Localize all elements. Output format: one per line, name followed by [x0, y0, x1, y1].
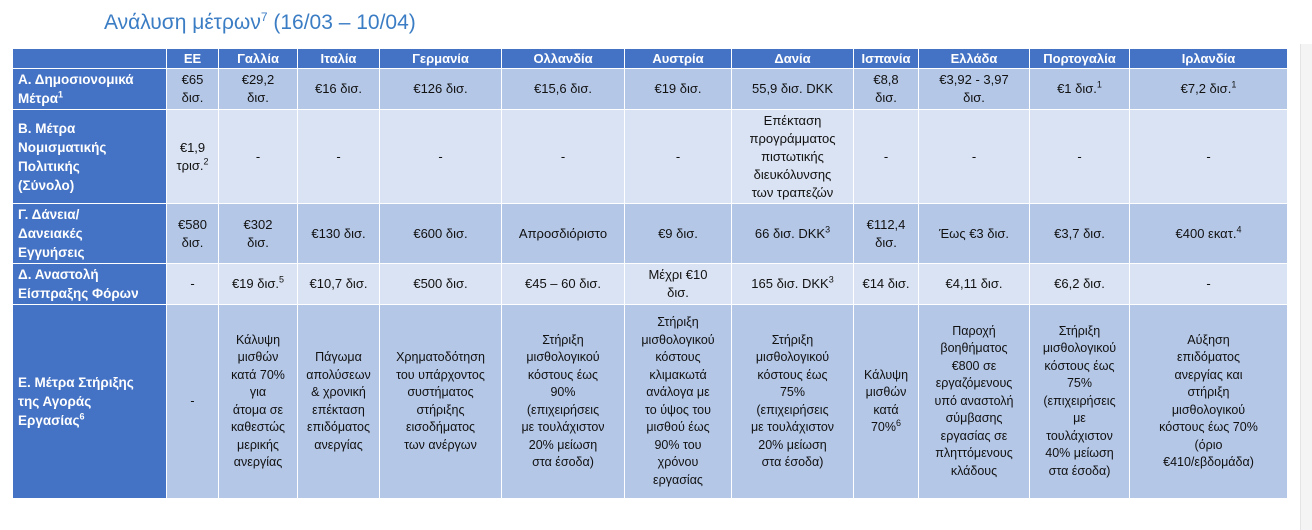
- col-header-italy: Ιταλία: [298, 49, 380, 69]
- table-cell: [732, 264, 854, 305]
- table-cell: [625, 305, 732, 499]
- table-cell: [1130, 264, 1288, 305]
- table-cell: [380, 69, 502, 110]
- row-label-text: Α. Δημοσιονομικά Μέτρα: [18, 72, 134, 106]
- table-cell: [625, 69, 732, 110]
- table-cell: [380, 110, 502, 204]
- table-cell: [919, 305, 1030, 499]
- table-cell: [732, 69, 854, 110]
- table-cell: [502, 305, 625, 499]
- cell-value: €112,4 δισ.: [866, 216, 906, 250]
- table-cell: [219, 110, 298, 204]
- cell-value: Απροσδιόριστο: [518, 225, 608, 241]
- cell-value: 66 δισ. DKK: [754, 225, 826, 241]
- cell-value: €302 δισ.: [243, 216, 273, 250]
- table-cell: [167, 305, 219, 499]
- table-cell: [854, 305, 919, 499]
- cell-value: €1,9 τρισ.: [176, 139, 206, 173]
- table-cell: [380, 264, 502, 305]
- cell-value: Παροχή βοηθήματος €800 σε εργαζόμενους υπό αναστολή σύμβασης εργασίας σε πληττόμενους κλάδους: [934, 323, 1014, 478]
- cell-value: -: [438, 148, 443, 164]
- cell-value: Χρηματοδότηση του υπάρχοντος συστήματος στήριξης εισοδήματος των ανέργων: [396, 350, 485, 452]
- cell-value: €400 εκατ.: [1175, 225, 1237, 241]
- table-cell: [854, 204, 919, 264]
- cell-value: €19 δισ.: [231, 276, 280, 291]
- cell-value: -: [971, 148, 977, 164]
- cell-value: €14 δισ.: [862, 276, 910, 291]
- table-cell: [219, 264, 298, 305]
- table-cell: [167, 110, 219, 204]
- table-cell: [1030, 204, 1130, 264]
- table-cell: [219, 305, 298, 499]
- cell-footnote: 4: [1236, 224, 1242, 235]
- cell-value: Στήριξη μισθολογικού κόστους κλιμακωτά ανάλογα με το ύψος του μισθού έως 90% του χρόνου εργασίας: [641, 315, 715, 487]
- cell-value: €16 δισ.: [314, 81, 363, 96]
- table-cell: [1130, 305, 1288, 499]
- title-footnote: 7: [260, 10, 268, 24]
- table-cell: [1130, 110, 1288, 204]
- table-cell: [167, 204, 219, 264]
- cell-value: -: [1206, 276, 1211, 291]
- col-header-spain: Ισπανία: [854, 49, 919, 69]
- table-row-loans-guarantees: [13, 204, 1288, 264]
- cell-footnote: 1: [1096, 79, 1102, 90]
- cell-value: -: [255, 148, 261, 164]
- cell-value: -: [675, 148, 681, 164]
- table-cell: [298, 204, 380, 264]
- table-cell: [1130, 69, 1288, 110]
- scrollbar[interactable]: [1300, 44, 1312, 530]
- table-cell: [732, 110, 854, 204]
- cell-value: Κάλυψη μισθών κατά 70% για άτομα σε καθεστώς μερικής ανεργίας: [230, 332, 286, 469]
- row-label: [13, 110, 167, 204]
- cell-value: €500 δισ.: [413, 276, 468, 291]
- table-row-labour-market-support: [13, 305, 1288, 499]
- table-cell: [1030, 264, 1130, 305]
- table-cell: [298, 110, 380, 204]
- table-cell: [502, 110, 625, 204]
- cell-value: €9 δισ.: [658, 225, 698, 241]
- table-cell: [219, 204, 298, 264]
- table-row-tax-deferral: [13, 264, 1288, 305]
- cell-footnote: 6: [896, 417, 902, 428]
- table-cell: [380, 305, 502, 499]
- cell-value: €600 δισ.: [413, 225, 468, 241]
- col-header-germany: Γερμανία: [380, 49, 502, 69]
- table-cell: [1030, 110, 1130, 204]
- table-cell: [298, 69, 380, 110]
- row-label-text: Γ. Δάνεια/ Δανειακές Εγγυήσεις: [18, 207, 85, 260]
- table-cell: [919, 264, 1030, 305]
- row-label: [13, 69, 167, 110]
- cell-value: €1 δισ.: [1057, 81, 1097, 96]
- table-cell: [502, 204, 625, 264]
- cell-value: €10,7 δισ.: [309, 276, 368, 291]
- table-cell: [219, 69, 298, 110]
- table-cell: [854, 264, 919, 305]
- header-row: [13, 49, 1288, 69]
- cell-value: Κάλυψη μισθών κατά 70%: [863, 367, 909, 434]
- cell-value: €130 δισ.: [311, 225, 366, 241]
- table-cell: [625, 110, 732, 204]
- cell-value: 165 δισ. DKK: [751, 276, 829, 291]
- cell-footnote: 2: [203, 156, 209, 167]
- table-cell: [625, 264, 732, 305]
- row-label-text: Δ. Αναστολή Είσπραξης Φόρων: [18, 267, 139, 301]
- cell-value: Μέχρι €10 δισ.: [648, 267, 708, 300]
- cell-value: Επέκταση προγράμματος πιστωτικής διευκόλυνσης των τραπεζών: [749, 112, 836, 200]
- header-corner: [13, 49, 167, 69]
- table-cell: [167, 264, 219, 305]
- col-header-greece: Ελλάδα: [919, 49, 1030, 69]
- table-cell: [854, 69, 919, 110]
- table-cell: [502, 264, 625, 305]
- cell-value: Στήριξη μισθολογικού κόστους έως 75% (επιχειρήσεις με τουλάχιστον 40% μείωση στα έσοδα): [1042, 323, 1117, 478]
- cell-value: €4,11 δισ.: [945, 276, 1003, 291]
- cell-value: €126 δισ.: [413, 81, 468, 96]
- cell-value: €19 δισ.: [654, 81, 702, 96]
- table-cell: [854, 110, 919, 204]
- col-header-eu: ΕΕ: [167, 49, 219, 69]
- row-label-text: Ε. Μέτρα Στήριξης της Αγοράς Εργασίας: [18, 375, 134, 428]
- table-row-fiscal-measures: [13, 69, 1288, 110]
- row-label: [13, 305, 167, 499]
- cell-value: Στήριξη μισθολογικού κόστους έως 90% (επιχειρήσεις με τουλάχιστον 20% μείωση στα έσοδα): [521, 332, 605, 469]
- table-cell: [380, 204, 502, 264]
- page-title: [104, 10, 416, 36]
- cell-value: €3,7 δισ.: [1054, 225, 1105, 241]
- cell-footnote: 5: [279, 274, 285, 285]
- table-row-monetary-policy: [13, 110, 1288, 204]
- cell-value: -: [1206, 148, 1211, 164]
- cell-value: €45 – 60 δισ.: [525, 276, 601, 291]
- cell-value: -: [190, 393, 195, 408]
- cell-value: 55,9 δισ. DKK: [751, 81, 833, 96]
- col-header-france: Γαλλία: [219, 49, 298, 69]
- cell-value: -: [190, 276, 195, 291]
- cell-footnote: 3: [825, 224, 831, 235]
- col-header-netherlands: Ολλανδία: [502, 49, 625, 69]
- cell-value: €580 δισ.: [178, 216, 207, 250]
- col-header-denmark: Δανία: [732, 49, 854, 69]
- col-header-portugal: Πορτογαλία: [1030, 49, 1130, 69]
- cell-value: €15,6 δισ.: [534, 81, 592, 96]
- table-cell: [732, 204, 854, 264]
- cell-value: -: [883, 148, 889, 164]
- title-text: Ανάλυση μέτρων: [104, 11, 261, 34]
- cell-value: Αύξηση επιδόματος ανεργίας και στήριξη μισθολογικού κόστους έως 70% (όριο €410/εβδομάδα): [1159, 332, 1258, 469]
- cell-value: €7,2 δισ.: [1180, 81, 1232, 96]
- table-cell: [502, 69, 625, 110]
- cell-value: -: [1077, 148, 1082, 164]
- cell-value: €3,92 - 3,97 δισ.: [939, 72, 1009, 105]
- row-label: [13, 264, 167, 305]
- cell-value: Πάγωμα απολύσεων & χρονική επέκταση επιδόματος ανεργίας: [306, 350, 371, 452]
- row-label-text: Β. Μέτρα Νομισματικής Πολιτικής (Σύνολο): [18, 120, 107, 193]
- cell-value: €65 δισ.: [181, 72, 204, 105]
- title-date-range: (16/03 – 10/04): [267, 11, 416, 34]
- table-cell: [919, 110, 1030, 204]
- row-label: [13, 204, 167, 264]
- table-cell: [1030, 69, 1130, 110]
- table-cell: [919, 69, 1030, 110]
- table-cell: [298, 305, 380, 499]
- cell-value: -: [336, 148, 341, 164]
- table-cell: [167, 69, 219, 110]
- cell-value: €6,2 δισ.: [1054, 276, 1105, 291]
- cell-value: €29,2 δισ.: [241, 72, 275, 105]
- col-header-austria: Αυστρία: [625, 49, 732, 69]
- table-cell: [625, 204, 732, 264]
- col-header-ireland: Ιρλανδία: [1130, 49, 1288, 69]
- cell-footnote: 1: [1231, 79, 1237, 90]
- cell-value: Στήριξη μισθολογικού κόστους έως 75% (επιχειρήσεις με τουλάχιστον 20% μείωση στα έσοδα): [750, 332, 835, 469]
- table-cell: [1130, 204, 1288, 264]
- row-label-footnote: 6: [79, 411, 85, 422]
- table-cell: [298, 264, 380, 305]
- table-cell: [919, 204, 1030, 264]
- cell-footnote: 3: [828, 274, 834, 285]
- cell-value: €8,8 δισ.: [873, 72, 899, 105]
- cell-value: Έως €3 δισ.: [938, 225, 1010, 241]
- measures-table: [12, 48, 1288, 499]
- table-cell: [732, 305, 854, 499]
- row-label-footnote: 1: [58, 89, 64, 100]
- cell-value: -: [560, 148, 566, 164]
- table-cell: [1030, 305, 1130, 499]
